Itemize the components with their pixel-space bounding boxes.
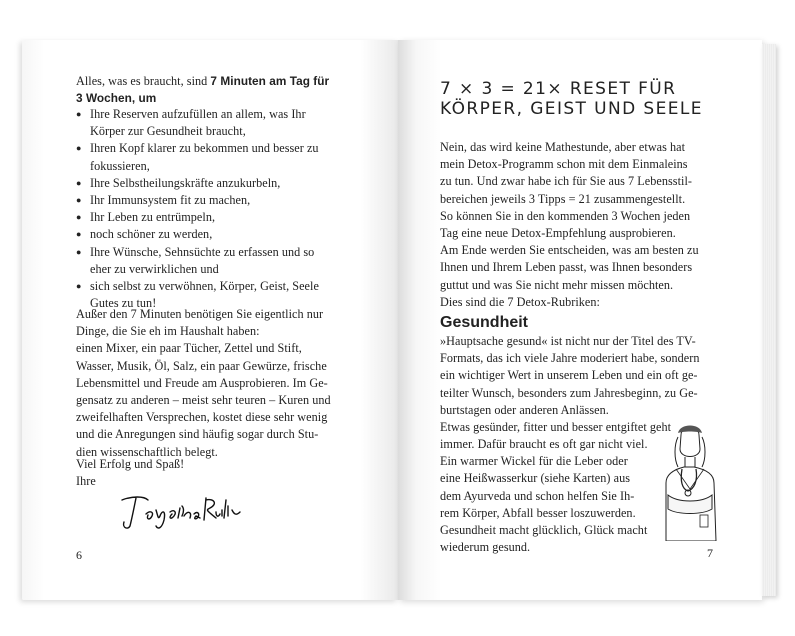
text-line: rem Körper, Abfall besser loszuwerden. (440, 505, 636, 520)
intro-text (76, 73, 356, 107)
text-line: So können Sie in den kommenden 3 Wochen jeden (440, 208, 691, 223)
text-line: wiederum gesund. (440, 540, 531, 555)
text-line: eine Heißwasserkur (siehe Karten) aus (440, 471, 631, 486)
chapter-headline (440, 79, 720, 119)
section-title: Gesundheit (440, 314, 529, 331)
text-line: »Hauptsache gesund« ist nicht nur der Titel des TV- (440, 334, 696, 348)
intro-bold-2: 3 Wochen, um (76, 91, 157, 106)
list-item-text: ● Ihr Leben zu entrümpeln, (90, 210, 216, 225)
list-item-text: ● Ihr Immunsystem fit zu machen, (90, 193, 251, 208)
list-item (76, 106, 356, 140)
text-line: Etwas gesünder, fitter und besser entgiftet geht (440, 420, 672, 435)
text-line: immer. Dafür braucht es oft gar nicht viel. (440, 437, 648, 451)
closing-line-2: Ihre (76, 474, 96, 489)
list-item-text: ● Ihre Wünsche, Sehnsüchte zu erfassen und so (90, 244, 315, 259)
doctor-illustration (654, 425, 724, 541)
page-number-left: 6 (76, 548, 82, 562)
list-item (76, 140, 356, 174)
text-line: zweifelhaften Versprechen, kostet diese sehr wenig (76, 410, 328, 425)
text-line: Formats, das ich viele Jahre moderiert habe, sondern (440, 351, 700, 366)
left-paragraph (76, 306, 356, 461)
text-line: Ein warmer Wickel für die Leber oder (440, 454, 628, 469)
text-line: Tag eine neue Detox-Empfehlung ausprobieren. (440, 226, 676, 241)
page-number-right: 7 (707, 546, 713, 560)
text-line: teilter Wunsch, besonders zum Jahresbeginn, zu Ge- (440, 385, 698, 400)
signature-text: Dagmar Rudin (118, 492, 124, 493)
intro-bold-1: 7 Minuten am Tag für (210, 74, 330, 88)
text-line: gensatz zu anderen – meist sehr teuren – Kuren und (76, 393, 331, 408)
text-line: Ihnen und Ihrem Leben passt, was Ihnen besonders (440, 260, 693, 275)
text-line: Nein, das wird keine Mathestunde, aber etwas hat (440, 140, 686, 154)
headline-line-2: KÖRPER, GEIST UND SEELE (440, 99, 703, 119)
text-line: Am Ende werden Sie entscheiden, was am besten zu (440, 243, 699, 258)
list-item-text: ● Ihren Kopf klarer zu bekommen und besser zu (90, 141, 319, 156)
text-line: Außer den 7 Minuten benötigen Sie eigentlich nur (76, 307, 324, 321)
list-item-text: Körper zur Gesundheit braucht, (90, 124, 246, 139)
text-line: Dies sind die 7 Detox-Rubriken: (440, 294, 600, 309)
list-item-text: ● sich selbst zu verwöhnen, Körper, Geist, Seele (90, 279, 319, 294)
list-item-text: eher zu verwirklichen und (90, 261, 219, 276)
list-item-text: fokussieren, (90, 158, 150, 173)
list-item (76, 209, 356, 226)
list-item (76, 244, 356, 278)
list-item-text: ● Ihre Selbstheilungskräfte anzukurbeln, (90, 175, 281, 190)
text-line: einen Mixer, ein paar Tücher, Zettel und Stift, (76, 341, 302, 356)
list-item (76, 226, 356, 243)
page-edges (762, 44, 776, 596)
text-line: guttut und was Sie nicht mehr missen möchten. (440, 277, 674, 292)
text-line: ein wichtiger Wert in unserem Leben und ein oft ge- (440, 368, 698, 383)
text-line: und die Anregungen sind häufig sogar durch Stu- (76, 427, 319, 442)
right-intro-paragraph (440, 139, 715, 311)
section-paragraph-narrow (440, 436, 670, 556)
text-line: Wasser, Musik, Öl, Salz, ein paar Gewürze, frische (76, 358, 327, 373)
list-item-text: ● Ihre Reserven aufzufüllen an allem, was Ihr (90, 107, 306, 121)
text-line: mein Detox-Programm schon mit dem Einmaleins (440, 157, 688, 172)
text-line: Lebensmittel und Freude am Ausprobieren. Im Ge- (76, 375, 328, 390)
closing-line-1: Viel Erfolg und Spaß! (76, 457, 185, 471)
signature (118, 492, 244, 532)
headline-line-1: 7 × 3 = 21× RESET FÜR (440, 79, 677, 99)
text-line: Dinge, die Sie eh im Haushalt haben: (76, 324, 260, 339)
bullet-list (76, 106, 356, 312)
section-paragraph (440, 333, 715, 436)
list-item-text: ● noch schöner zu werden, (90, 227, 213, 242)
intro-plain: Alles, was es braucht, sind (76, 74, 211, 88)
text-line: dem Ayurveda und schon helfen Sie Ih- (440, 488, 635, 503)
closing (76, 456, 356, 490)
list-item (76, 175, 356, 192)
list-item-text: Gutes zu tun! (90, 296, 157, 311)
list-item (76, 192, 356, 209)
text-line: burtstagen oder anderen Anlässen. (440, 402, 609, 417)
text-line: Gesundheit macht glücklich, Glück macht (440, 523, 648, 538)
text-line: dien wissenschaftlich belegt. (76, 444, 218, 459)
text-line: zu tun. Und zwar habe ich für Sie aus 7 Lebensstil- (440, 174, 692, 189)
text-line: bereichen jeweils 3 Tipps = 21 zusammengestellt. (440, 191, 686, 206)
